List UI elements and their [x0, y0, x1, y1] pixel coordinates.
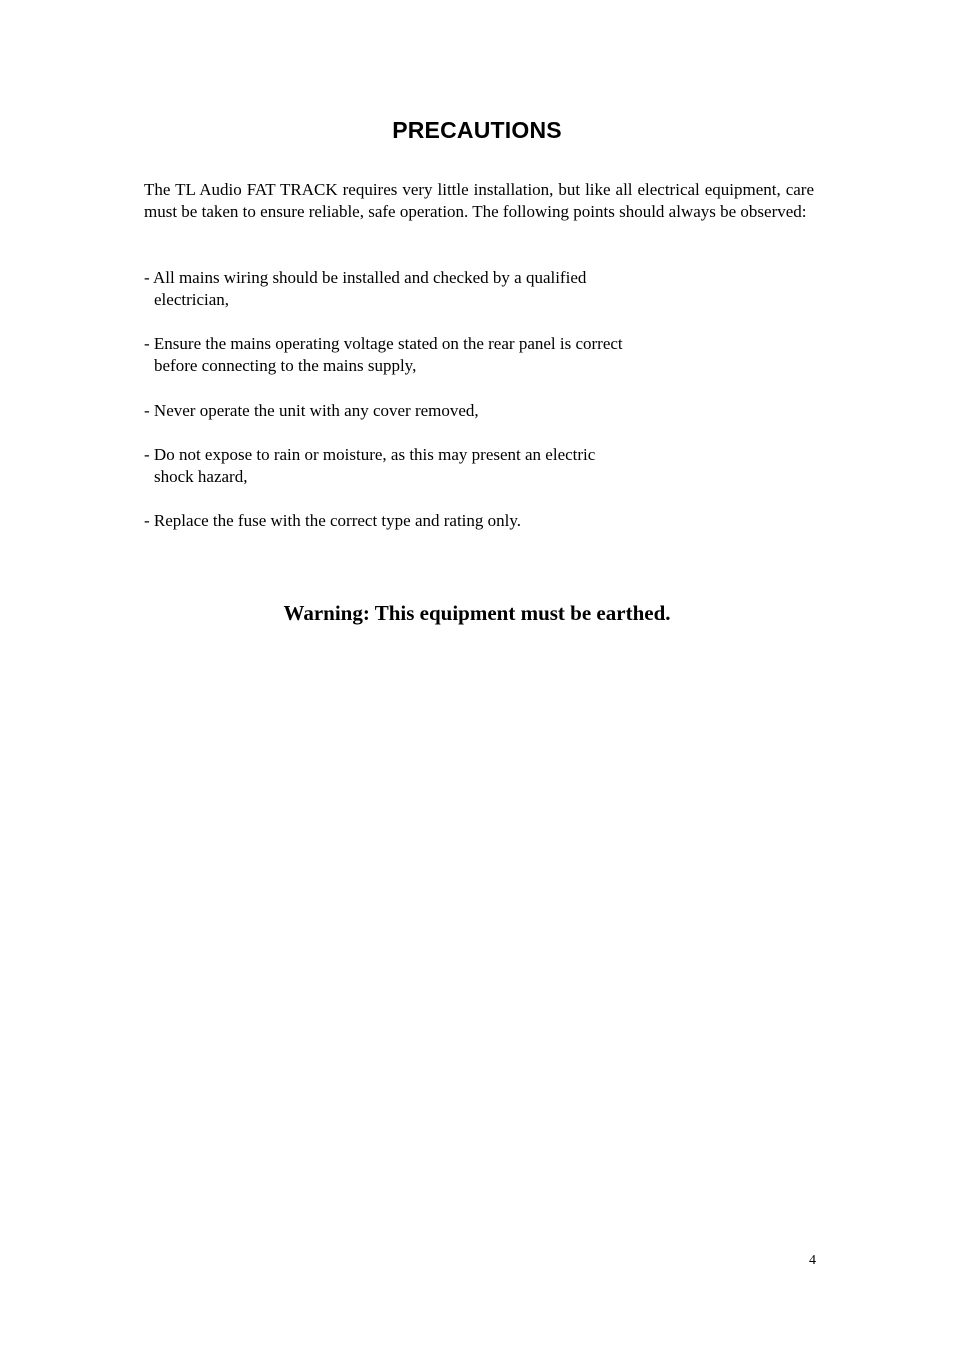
- precaution-line: - Replace the fuse with the correct type and rating only.: [144, 511, 522, 530]
- earthing-warning: Warning: This equipment must be earthed.: [283, 601, 671, 625]
- precaution-item-fuse: [144, 510, 521, 532]
- precaution-line-continued: shock hazard,: [154, 467, 248, 486]
- page-title: PRECAUTIONS: [392, 117, 562, 143]
- precaution-item-moisture: [144, 444, 595, 488]
- precaution-line: - Ensure the mains operating voltage stated on the rear panel is correct: [144, 334, 623, 353]
- intro-paragraph: The TL Audio FAT TRACK requires very little installation, but like all electrical equipment, care must be taken to ensure reliable, safe operation. The following points should always be observed:: [144, 180, 814, 221]
- precaution-item-cover: [144, 400, 479, 422]
- precaution-line-continued: before connecting to the mains supply,: [154, 356, 417, 375]
- precaution-line-continued: electrician,: [154, 290, 230, 309]
- page-number: 4: [809, 1253, 816, 1268]
- precaution-line: - All mains wiring should be installed and checked by a qualified: [144, 268, 587, 287]
- precaution-line: - Do not expose to rain or moisture, as this may present an electric: [144, 445, 596, 464]
- precaution-line: - Never operate the unit with any cover removed,: [144, 401, 479, 420]
- precaution-item-voltage: [144, 333, 623, 377]
- precaution-item-mains-wiring: [144, 267, 586, 311]
